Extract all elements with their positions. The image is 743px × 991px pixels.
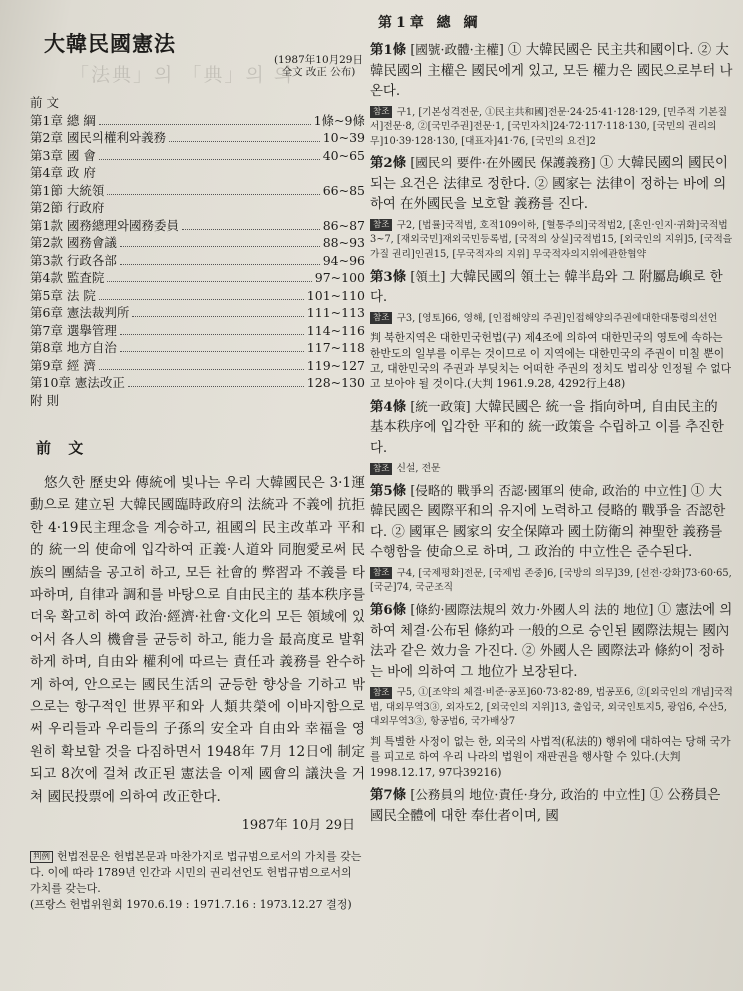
article-text: ① 大韓民國은 民主共和國이다. ② 大韓民國의 主權은 國民에게 있고, 모든 權力은 國民으로부터 나온다. bbox=[370, 43, 733, 99]
reference-note bbox=[370, 106, 735, 150]
toc-leader bbox=[99, 299, 304, 300]
precedent-tag: 判例 bbox=[30, 851, 53, 863]
toc-pages: 94~96 bbox=[322, 252, 365, 268]
toc-label: 第2節 行政府 bbox=[30, 200, 105, 215]
toc-leader bbox=[107, 194, 319, 195]
precedent-source: (프랑스 헌법위원회 1970.6.19 : 1971.7.16 : 1973.12.27 결정) bbox=[30, 898, 352, 912]
toc-leader bbox=[120, 246, 320, 247]
article bbox=[370, 785, 735, 827]
reference-note bbox=[370, 462, 735, 477]
article-number: 第2條 bbox=[370, 155, 407, 172]
article bbox=[370, 481, 735, 564]
toc-pages: 117~118 bbox=[306, 340, 365, 355]
reference-text: 신설, 전문 bbox=[396, 463, 441, 475]
article-number: 第1條 bbox=[370, 42, 407, 58]
toc-label: 第1節 大統領 bbox=[30, 182, 105, 198]
toc-label: 第4款 監査院 bbox=[30, 270, 105, 285]
toc-leader bbox=[120, 351, 304, 352]
chapter-title: 第1章 總 綱 bbox=[378, 15, 482, 31]
toc-label: 第8章 地方自治 bbox=[30, 340, 117, 355]
article bbox=[370, 267, 735, 309]
law-title: 大韓民國憲法 bbox=[44, 31, 176, 56]
toc-entry bbox=[30, 252, 365, 270]
case-note bbox=[370, 330, 735, 392]
reference-note bbox=[370, 686, 735, 730]
reference-note bbox=[370, 312, 735, 327]
reference-text: 구5, ①[조약의 체결·비준·공포]60·73·82·89, 법공포6, ②[외국인의 개념]국적법, 대외무역3③, 외자도2, [외국인의 지위]13, 출입국, 외국인토지5, 광업6, 수산5, 대외무역3③, 항공법6, 국가배상7 bbox=[370, 687, 733, 728]
toc-entry bbox=[30, 234, 365, 252]
preface-heading: 前 文 bbox=[36, 439, 90, 457]
toc-leader bbox=[120, 264, 320, 265]
article-text: ① 公務員은 國民全體에 대한 奉仕者이며, 國 bbox=[370, 788, 721, 824]
toc-label: 第1款 國務總理와國務委員 bbox=[30, 217, 180, 233]
toc-label: 第2款 國務會議 bbox=[30, 235, 117, 250]
precedent-text: 헌법전문은 헌법본문과 마찬가지로 법규범으로서의 가치를 갖는다. 이에 따라 1789년 인간과 시민의 권리선언도 헌법규범으로서의 가치를 갖는다. bbox=[30, 850, 362, 896]
reference-tag: 참조 bbox=[370, 567, 392, 579]
toc-entry bbox=[30, 129, 365, 147]
toc-entry bbox=[30, 357, 365, 375]
toc-leader bbox=[120, 334, 304, 335]
toc-label: 第5章 法 院 bbox=[30, 287, 96, 303]
toc-entry bbox=[30, 374, 365, 392]
case-note bbox=[370, 734, 735, 780]
toc-label: 附 則 bbox=[30, 392, 59, 408]
toc-entry bbox=[30, 199, 365, 217]
case-text: 判 특별한 사정이 없는 한, 외국의 사법적(私法的) 행위에 대하여는 당해 국가를 피고로 하여 우리 나라의 법원이 재판권을 행사할 수 있다.(大判 1998.12.17, 97다39216) bbox=[370, 734, 731, 779]
toc-pages: 88~93 bbox=[322, 235, 365, 250]
toc-pages: 111~113 bbox=[306, 305, 365, 320]
reference-tag: 참조 bbox=[370, 106, 392, 118]
toc-entry bbox=[30, 217, 365, 235]
toc-entry bbox=[30, 392, 365, 410]
article-heading: [國號·政體·主權] bbox=[410, 42, 504, 57]
bleed-through-text: 「法典」의 「典」의 의 bbox=[70, 64, 295, 86]
preface-date: 1987年 10月 29日 bbox=[241, 818, 355, 834]
toc-entry bbox=[30, 339, 365, 357]
article-heading: [領土] bbox=[410, 268, 446, 284]
reference-tag: 참조 bbox=[370, 463, 392, 475]
reference-text: 구4, [국제평화]전문, [국제법 존중]6, [국방의 의무]39, [선전·강화]73·60·65, [국군]74, 국군조직 bbox=[370, 567, 732, 594]
toc-pages: 1條~9條 bbox=[313, 112, 365, 128]
toc-leader bbox=[128, 386, 304, 387]
reference-tag: 참조 bbox=[370, 219, 392, 231]
toc-entry bbox=[30, 94, 365, 112]
article-heading: [條約·國際法規의 效力·外國人의 法的 地位] bbox=[410, 602, 654, 618]
toc-pages: 86~87 bbox=[322, 217, 365, 233]
toc-pages: 119~127 bbox=[306, 357, 365, 373]
article-number: 第4條 bbox=[370, 398, 407, 415]
article-heading: [公務員의 地位·責任·身分, 政治的 中立性] bbox=[410, 787, 646, 803]
reference-text: 구3, [영토]66, 영해, [인접해양의 주권]인접해양의주권에대한대통령의선언 bbox=[396, 312, 718, 324]
toc-entry bbox=[30, 304, 365, 322]
article-heading: [統一政策] bbox=[410, 398, 471, 414]
toc-label: 前 文 bbox=[30, 95, 59, 110]
toc-label: 第3章 國 會 bbox=[30, 147, 96, 163]
case-text: 判 북한지역은 대한민국헌법(구) 제4조에 의하여 대한민국의 영토에 속하는 한반도의 일부를 이루는 것이므로 이 지역에는 대한민국의 주권이 미칠 뿐이고, 대한민국의 주권과 부딪치는 어떠한 주권의 정치도 법리상 인정될 수 없다고 보아야 될 것이다.(大判 1961.9.28, 4292行上48) bbox=[370, 331, 732, 391]
toc-pages: 101~110 bbox=[306, 287, 365, 303]
toc-label: 第9章 經 濟 bbox=[30, 357, 96, 373]
toc-label: 第1章 總 綱 bbox=[30, 112, 96, 128]
toc-pages: 40~65 bbox=[322, 147, 365, 163]
article-number: 第6條 bbox=[370, 602, 407, 619]
article-text: ① 大韓民國은 國際平和의 유지에 노력하고 侵略的 戰爭을 否認한다. ② 國軍은 國家의 安全保障과 國土防衛의 神聖한 義務를 수행함을 使命으로 하며, 그 政治的 中立性은 준수된다. bbox=[370, 483, 726, 561]
article bbox=[370, 397, 735, 460]
article-text: 大韓民國은 統一을 指向하며, 自由民主的 基本秩序에 입각한 平和的 統一政策을 수립하고 이를 추진한다. bbox=[370, 399, 724, 456]
left-column bbox=[30, 28, 365, 913]
enactment-note: (1987年10月29日 全文 改正 公布) bbox=[273, 54, 363, 78]
reference-tag: 참조 bbox=[370, 312, 392, 324]
toc-label: 第6章 憲法裁判所 bbox=[30, 305, 130, 320]
toc-entry bbox=[30, 287, 365, 305]
article-heading: [國民의 要件·在外國民 保護義務] bbox=[410, 155, 596, 171]
toc-entry bbox=[30, 322, 365, 340]
toc-leader bbox=[99, 369, 304, 370]
right-column bbox=[370, 8, 735, 829]
article-text: ① 憲法에 의하여 체결·公布된 條約과 一般的으로 승인된 國際法規는 國內法과 같은 效力을 가진다. ② 外國人은 國際法과 條約이 정하는 바에 의하여 그 地位가 보장된다. bbox=[370, 603, 733, 680]
toc-label: 第7章 選擧管理 bbox=[30, 322, 117, 338]
toc-leader bbox=[107, 281, 311, 282]
toc-leader bbox=[132, 316, 303, 317]
article-heading: [侵略的 戰爭의 否認·國軍의 使命, 政治的 中立性] bbox=[410, 482, 687, 498]
reference-note bbox=[370, 567, 735, 596]
toc-pages: 66~85 bbox=[322, 182, 365, 198]
reference-note bbox=[370, 219, 735, 263]
toc-pages: 128~130 bbox=[306, 375, 365, 390]
toc-entry bbox=[30, 182, 365, 200]
article-number: 第5條 bbox=[370, 482, 407, 499]
toc-pages: 10~39 bbox=[322, 130, 365, 145]
preface-text: 悠久한 歷史와 傳統에 빛나는 우리 大韓國民은 3·1運動으로 建立된 大韓民國臨時政府의 法統과 不義에 抗拒한 4·19民主理念을 계승하고, 祖國의 民主改革과 平和的 統一의 使命에 입각하여 正義·人道와 同胞愛로써 民族의 團結을 공고히 하고, 모든 社會的 弊習과 不義를 타파하며, 自律과 調和를 바탕으로 自由民主的 基本秩序를 더욱 확고히 하여 政治·經濟·社會·文化의 모든 領域에 있어서 各人의 機會를 균등히 하고, 能力을 最高度로 발휘하게 하며, 自由와 權利에 따르는 責任과 義務를 완수하게 하여, 안으로는 國民生活의 균등한 향상을 기하고 밖으로는 항구적인 世界平和와 人類共榮에 이바지함으로써 우리들과 우리들의 子孫의 安全과 自由와 幸福을 영원히 확보할 것을 다짐하면서 1948年 7月 12日에 制定되고 8次에 걸쳐 改正된 憲法을 이제 國會의 議決을 거쳐 國民投票에 의하여 改正한다. bbox=[30, 475, 365, 805]
toc-entry bbox=[30, 164, 365, 182]
reference-tag: 참조 bbox=[370, 687, 392, 699]
toc-label: 第3款 行政各部 bbox=[30, 252, 117, 268]
toc-label: 第2章 國民의權利와義務 bbox=[30, 130, 167, 145]
toc-entry bbox=[30, 269, 365, 287]
toc-label: 第4章 政 府 bbox=[30, 165, 96, 180]
toc-leader bbox=[99, 124, 311, 125]
article-number: 第3條 bbox=[370, 268, 407, 285]
reference-text: 구2, [법률]국적법, 호적109이하, [혈통주의]국적법2, [혼인·인지·귀화]국적법3~7, [재외국민]재외국민등록법, [국적의 상실]국적법15, [외국인의 지위]5, [국적을 가질 권리]인권15, [무국적자의 지위] 무국적자의지위에관한협약 bbox=[370, 219, 733, 260]
toc-pages: 97~100 bbox=[314, 270, 365, 285]
reference-text: 구1, [기본성격전문, ①民主共和國]전문·24·25·41·128·129, [민주적 기본질서]전문·8, ②[국민주권]전문·1, [국민자치]24·72·117·118·130, [국민의 권리의무]10·39·128·130, [대표자]41·76, [국민의 요건]2 bbox=[370, 106, 728, 147]
article-number: 第7條 bbox=[370, 787, 407, 804]
article-text: 大韓民國의 領土는 韓半島와 그 附屬島嶼로 한다. bbox=[370, 269, 723, 306]
article bbox=[370, 153, 735, 216]
toc-leader bbox=[182, 229, 320, 230]
toc-leader bbox=[169, 141, 320, 142]
toc-label: 第10章 憲法改正 bbox=[30, 375, 125, 390]
articles-list bbox=[370, 40, 735, 827]
article-text: ① 大韓民國의 國民이 되는 요건은 法律로 정한다. ② 國家는 法律이 정하는 바에 의하여 在外國民을 보호할 義務를 진다. bbox=[370, 156, 728, 213]
article bbox=[370, 600, 735, 683]
preface-precedent bbox=[30, 849, 365, 913]
table-of-contents bbox=[30, 94, 365, 409]
article bbox=[370, 40, 735, 103]
toc-entry bbox=[30, 112, 365, 130]
toc-entry bbox=[30, 147, 365, 165]
toc-pages: 114~116 bbox=[306, 322, 365, 338]
toc-leader bbox=[99, 159, 320, 160]
